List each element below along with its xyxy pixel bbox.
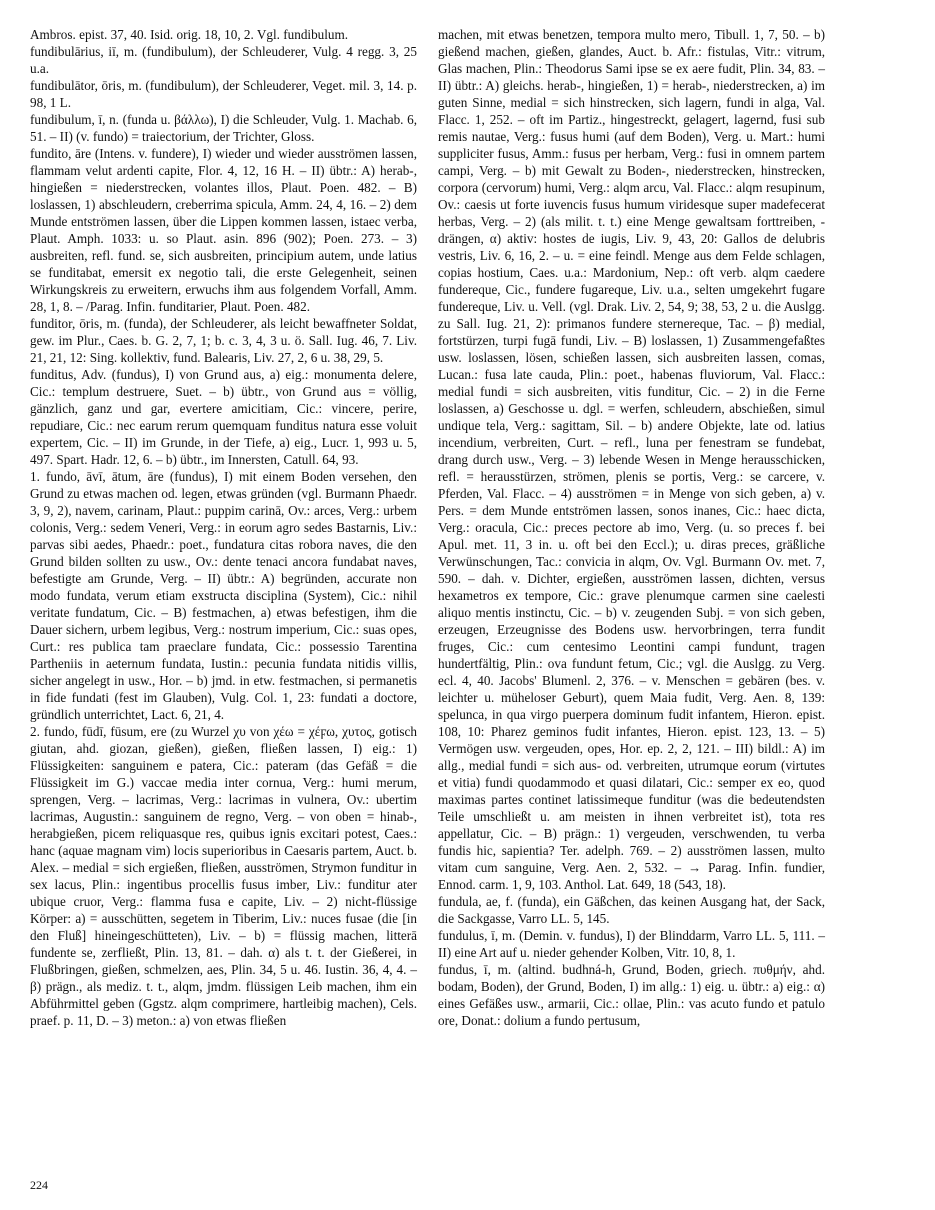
entry-fundo-1: 1. fundo, āvī, ātum, āre (fundus), I) mit einem Boden versehen, den Grund zu etwas machen od. legen, etwas gründen (vgl. Burmann Phaedr. 3, 9, 2), navem, carinam, Plaut.: puppim carinā, Ov.: arces, Verg.: urbem colonis, Verg.: sedem Veneri, Verg.: in eorum agro sedes Bastarnis, Liv.: parvas sibi aedes, Phaedr.: poet., fundatura citas robora naves, die den Grund bilden sollten zu usw., Ov.: dente tenaci ancora fundabat naves, befestigte am Grunde, Verg. – II) übtr.: A) begründen, accurate non modo fundata, verum etiam exstructa disciplina (System), Cic.: nihil veritate fundatum, Cic. – B) festmachen, a) etwas befestigen, ihm die Dauer sichern, urbem legibus, Verg.: nostrum imperium, Cic.: suas opes, Curt.: res publica tam praeclare fundata, Cic.: possessio Tarentina Partheniis in aeternum fundata, Iustin.: pecunia fundata nitidis villis, sicher angelegt in usw., Hor. – b) jmd. in etw. festmachen, si permanetis in fide fundati (fest im Glauben), Vulg. Col. 1, 23: fundati a doctore, gründlich unterrichtet, Lact. 6, 21, 4. — [30, 469, 417, 722]
entry-fundus: fundus, ī, m. (altind. budhná-h, Grund, Boden, griech. πυθμήν, ahd. bodam, Boden), der Grund, Boden, I) im allg.: 1) eig. u. übtr.: a) eig.: α) eines Gefäßes usw., armarii, Cic.: ollae, Plin.: vas acuto fundo et patulo ore, Donat.: dolium a fundo pertusum, — [438, 962, 825, 1028]
entry-fundula: fundula, ae, f. (funda), ein Gäßchen, das keinen Ausgang hat, der Sack, die Sackgasse, Varro LL. 5, 145. — [438, 894, 825, 926]
entry-fundulus: fundulus, ī, m. (Demin. v. fundus), I) der Blinddarm, Varro LL. 5, 111. – II) eine Art auf u. nieder gehender Kolben, Vitr. 10, 8, 1. — [438, 928, 825, 960]
entry-ambros-continuation: Ambros. epist. 37, 40. Isid. orig. 18, 10, 2. Vgl. fundibulum. — [30, 27, 349, 42]
entry-funditus: funditus, Adv. (fundus), I) von Grund aus, a) eig.: monumenta delere, Cic.: templum destruere, Suet. – b) übtr., von Grund aus = völlig, gänzlich, ganz und gar, evertere amicitiam, Cic.: vincere, perire, repudiare, Cic.: nec earum rerum quemquam funditus natura esse voluit expertem, Cic. – II) im Grunde, in der Tiefe, a) eig., Lucr. 1, 993 u. 5, 497. Spart. Hadr. 12, 6. – b) übtr., im Innersten, Catull. 64, 93. — [30, 367, 417, 467]
left-column — [30, 26, 417, 1029]
right-column — [438, 26, 825, 1029]
entry-fundibulator: fundibulātor, ōris, m. (fundibulum), der Schleuderer, Veget. mil. 3, 14. p. 98, 1 L. — [30, 78, 417, 110]
entry-fundito: fundito, āre (Intens. v. fundere), I) wieder und wieder ausströmen lassen, flammam velut ardenti capite, Flor. 4, 12, 16 H. – II) übtr.: A) herab-, hingießen = niederstrecken, volantes illos, Plaut. Poen. 482. – B) loslassen, 1) abschleudern, creberrima spicula, Amm. 24, 4, 16. – 2) dem Munde entströmen lassen, über die Lippen kommen lassen, istaec verba, Plaut. Amph. 1033: u. so Plaut. asin. 896 (902); Poen. 273. – 3) ausbreiten, refl. fund. se, sich ausbreiten, principium autem, unde latius se funditabat, emersit ex negotio tali, die erste Gelegenheit, seinen Wirkungskreis zu erweitern, erwuchs ihm aus folgendem Vorfall, Amm. 28, 1, 8. – /Parag. Infin. funditarier, Plaut. Poen. 482. — [30, 146, 417, 314]
entry-funditor: funditor, ōris, m. (funda), der Schleuderer, als leicht bewaffneter Soldat, gew. im Plur., Caes. b. G. 2, 7, 1; b. c. 3, 4, 3 u. ö. Sall. Iug. 46, 7. Liv. 21, 21, 12: Sing. kollektiv, fund. Balearis, Liv. 27, 2, 6 u. 38, 29, 5. — [30, 316, 417, 365]
entry-fundo-2-continued: machen, mit etwas benetzen, tempora multo mero, Tibull. 1, 7, 50. – b) gießend machen, gießen, glandes, Auct. b. Afr.: fistulas, Vitr.: vitrum, Glas machen, Plin.: Theodorus Sami ipse se ex aere fudit, Plin. 34, 83. – II) übtr.: A) gleichs. herab-, hingießen, 1) = herab-, niederstrecken, a) im guten Sinne, medial = sich hinstrecken, sich lagern, fundi in alga, Val. Flacc. 1, 252. – oft im Partiz., hingestreckt, gelagert, lagernd, fusi sub remis nautae, Verg.: fusus humi (auf dem Boden), Verg. u. Mart.: humi suppliciter fusus, Amm.: fusus per herbam, Verg.: fusi in omnem partem campi, Verg. – b) mit Gewalt zu Boden-, niederstrecken, hinstrecken, corpora (cervorum) humi, Verg.: alqm arcu, Val. Flacc.: alqm resupinum, Ov.: caesis ut forte iuvencis fusus humum viridesque super madefecerat herbas, Verg. – 2) (als milit. t. t.) eine Menge gewaltsam forttreiben, -drängen, α) aktiv: hostes de iugis, Liv. 9, 43, 20: Gallos de delubris vestris, Liv. 6, 16, 2. – u. = eine feindl. Menge aus dem Felde schlagen, copias hostium, Caes. u.a.: Mardonium, Nep.: oft verb. alqm caedere fundereque, Cic., fundere fugareque, Liv. u.a., selten umgekehrt fugare fundereque, Liv. u. Vell. (vgl. Drak. Liv. 2, 54, 9; 38, 53, 2 u. die Auslgg. zu Sall. Iug. 21, 2): primanos fundere sternereque, Tac. – β) medial, fortstürzen, turpi fugā fundi, Liv. – B) loslassen, 1) Zusammengefaßtes usw. loslassen, lösen, schießen lassen, sich ausbreiten lassen, comas, Lucan.: fusa late cauda, Plin.: poet., habenas fluviorum, Val. Flacc.: medial fundi = sich ausbreiten, vitis funditur, Cic. – 2) in die Ferne loslassen, a) Geschosse u. dgl. = werfen, schleudern, abschießen, simul undique tela, Verg.: sagittam, Sil. – b) andere Objekte, late od. latius incendium, verbreiten, Curt. – refl., luna per fenestram se fundebat, drang durch usw., Verg. – 3) lebende Wesen in Menge herausschicken, refl. = herausstürzen, strömen, plenis se portis, Verg.: se carcere, v. Pferden, Val. Flacc. – 4) ausströmen = in Menge von sich geben, a) v. Pers. = dem Munde entströmen lassen, sonos inanes, Cic.: haec dicta, Verg.: oracula, Cic.: preces pectore ab imo, Verg. (u. so preces f. bei Apul. met. 11, 3 in. u. oft bei den Eccl.); u. diras preces, gräßliche Verwünschungen, Tac.: convicia in alqm, Ov. Vgl. Burmann Ov. met. 7, 590. – dah. v. Dichter, ergießen, ausströmen lassen, dichten, versus hexametros ex tempore, Cic.: grave plenumque carmen sine caelesti aliquo mentis instinctu, Cic. – b) v. zeugenden Subj. = von sich geben, erzeugen, Erzeugnisse des Bodens usw. hervorbringen, terra fundit fruges, Cic.: cum centesimo Leontini campi fundunt, tragen hundertfältig, Plin.: ova fundunt fetum, Cic.; vgl. die Auslgg. zu Verg. ecl. 4, 40. Jacobs' Blumenl. 2, 376. – v. Menschen = gebären (bes. v. leichter u. müheloser Geburt), quem Maia fudit, Verg. Aen. 8, 139: spelunca, in qua virgo puerpera dominum fudit infantem, Hieron. epist. 108, 10: Pharez geminos fudit infantes, Hieron. epist. 123, 13. – 5) Vermögen usw. vergeuden, opes, Hor. ep. 2, 2, 121. – III) bildl.: A) im allg., medial fundi = sich aus- od. verbreiten, utrumque eorum (virtutes et vitia) fundi quodammodo et quasi dilatari, Cic.: semper ex eo, quod maximas partes continet latissimeque funditur (was die bedeutendsten Teile umschließt u. am meisten in ihnen verbreitet ist), tota res appellatur, Cic. – B) prägn.: 1) vergeuden, verschwenden, tu verba fundis hic, sapientia? Ter. adelph. 769. – 2) ausströmen lassen, multo vitam cum sanguine, Verg. Aen. 2, 532. – → Parag. Infin. fundier, Ennod. carm. 1, 9, 103. Anthol. Lat. 649, 18 (543, 18). — [438, 27, 825, 892]
entry-fundibularius: fundibulārius, iī, m. (fundibulum), der Schleuderer, Vulg. 4 regg. 3, 25 u.a. — [30, 44, 417, 76]
entry-fundo-2: 2. fundo, fūdī, fūsum, ere (zu Wurzel χυ von χέω = χέϝω, χυτος, gotisch giutan, ahd. giozan, gießen), gießen, fließen lassen, I) eig.: 1) Flüssigkeiten: sanguinem e patera, Cic.: pateram (das Gefäß = die Flüssigkeit im G.) vaccae media inter cornua, Verg.: humi merum, sprengen, Verg. – lacrimas, Verg.: lacrimas in vulnera, Ov.: ubertim lacrimas, Augustin.: sanguinem de regno, Verg. – von oben = hinab-, herabgießen, picem reliquasque res, quibus ignis excitari potest, Caes.: hanc (aquae magnam vim) locis superioribus in Caesaris partem, Auct. b. Alex. – medial = sich ergießen, fließen, ausströmen, Strymon funditur in sex lacus, Plin.: ingentibus procellis fusus imber, Liv.: funditur ater ubique cruor, Verg.: flamma fusa e capite, Liv. – 2) nicht-flüssige Körper: a) = ausschütten, segetem in Tiberim, Liv.: nuces fusae (die [in den Fluß] hineingeschütteten), Liv. – b) = flüssig machen, litterā fundente se, zerfließt, Plin. 13, 81. – dah. α) als t. t. der Gießerei, in Flußbringen, gießen, schmelzen, aes, Plin. 34, 5 u. 46. Iustin. 36, 4, 4. – β) prägn., als mediz. t. t., alqm, jmdm. flüssigen Leib machen, ihm ein Abführmittel geben (Ggstz. alqm comprimere, hartleibig machen), Cels. praef. p. 11, D. – 3) meton.: a) von etwas fließen — [30, 724, 417, 1028]
entry-fundibulum: fundibulum, ī, n. (funda u. βάλλω), I) die Schleuder, Vulg. 1. Machab. 6, 51. – II) (v. fundo) = traiectorium, der Trichter, Gloss. — [30, 112, 417, 144]
page-number: 224 — [30, 1178, 48, 1192]
